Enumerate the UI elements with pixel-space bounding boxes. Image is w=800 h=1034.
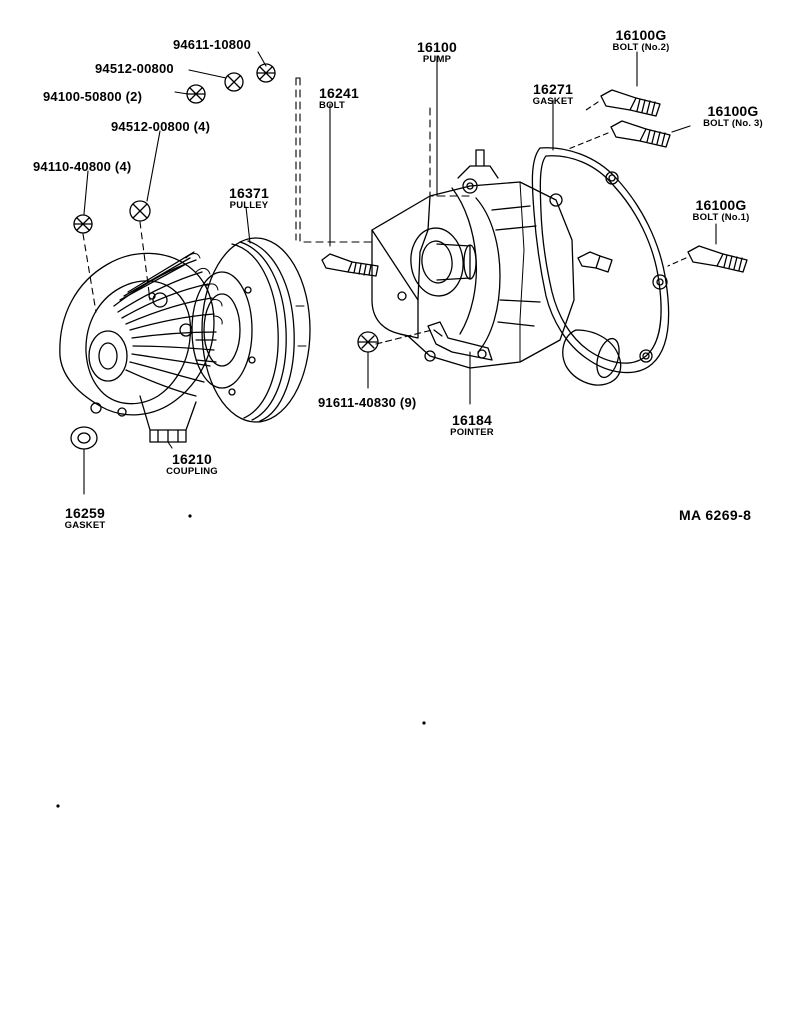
callout-number: 16259 [65,505,105,521]
callout-sublabel: PUMP [422,53,452,65]
bolt-16241 [322,104,378,276]
callout-16271-gasket [533,82,574,107]
callout-number: 16371 [229,185,269,201]
bolt-91611-40830 [358,330,432,388]
callout-94611-10800 [173,38,251,52]
callout-16371-pulley [229,186,269,211]
callout-sublabel: BOLT (No. 3) [703,117,763,129]
fan-coupling [60,252,222,442]
figure-code: MA 6269-8 [679,507,752,523]
callout-sublabel: COUPLING [166,465,218,477]
callout-number: 16100 [417,39,457,55]
pulley-16371 [192,238,310,422]
callout-number: 16100G [695,197,747,213]
callout-sublabel: GASKET [532,95,574,107]
callout-16259-gasket [65,506,106,531]
stud-left-pump [578,252,612,272]
callout-number: 16241 [319,85,359,101]
bolt-16100g-no2 [586,52,660,116]
callout-number: 16271 [533,81,573,97]
bolt-16100g-no1 [668,224,747,272]
callout-sublabel: GASKET [64,519,106,531]
callout-16100g-bolt-no3 [703,104,763,129]
callout-94100-50800 [43,90,142,104]
callout-number: 94512-00800 [95,61,174,76]
callout-16210-coupling [166,452,218,477]
callout-94512-00800 [95,62,174,76]
callout-number: 94512-00800 (4) [111,119,211,134]
callout-number: 16184 [452,412,492,428]
callout-16100g-bolt-no2 [613,28,670,53]
callout-sublabel: BOLT (No.1) [692,211,750,223]
callout-16100-pump [417,40,457,65]
callout-sublabel: BOLT (No.2) [612,41,670,53]
gasket-16259 [71,427,97,494]
callout-sublabel: BOLT [319,99,345,111]
callout-91611-40830 [318,396,416,410]
water-pump-16100 [372,148,669,385]
callout-16100g-bolt-no1 [693,198,750,223]
callout-16184-pointer [450,413,494,438]
callout-number: 94110-40800 (4) [33,159,132,174]
callout-94110-40800-qty4 [33,160,131,174]
callout-number: 16100G [707,103,759,119]
bolt-16100g-no3 [566,121,690,150]
callout-number: 94100-50800 (2) [43,89,143,104]
callout-sublabel: POINTER [450,426,494,438]
callout-number: 91611-40830 (9) [318,395,417,410]
callout-sublabel: PULLEY [229,199,269,211]
callout-16241-bolt [319,86,359,111]
callout-94512-00800-qty4 [111,120,210,134]
callout-number: 16210 [172,451,212,467]
callout-number: 94611-10800 [172,37,252,52]
callout-number: 16100G [615,27,667,43]
